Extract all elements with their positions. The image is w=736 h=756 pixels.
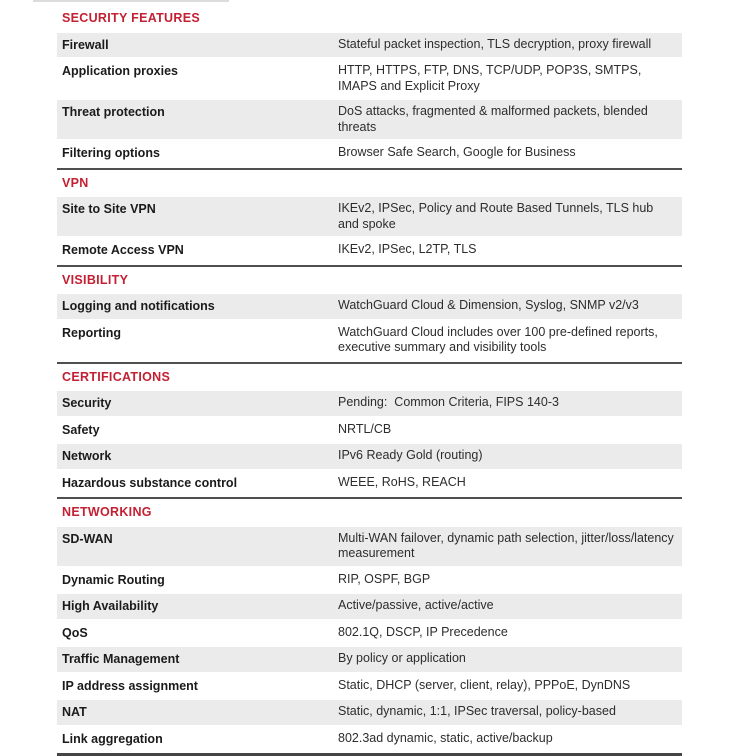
spec-row xyxy=(57,647,682,672)
spec-row-label: Threat protection xyxy=(62,105,165,119)
spec-row xyxy=(57,33,682,58)
spec-row-label: Dynamic Routing xyxy=(62,572,165,587)
section-title: VISIBILITY xyxy=(62,272,129,287)
spec-row-value: IKEv2, IPSec, Policy and Route Based Tunnels, TLS hub and spoke xyxy=(338,201,657,231)
spec-table xyxy=(57,11,682,751)
spec-row-label: NAT xyxy=(62,705,87,719)
spec-row-value: 802.1Q, DSCP, IP Precedence xyxy=(338,624,508,639)
spec-row xyxy=(57,59,682,98)
spec-row-value: DoS attacks, fragmented & malformed packets, blended threats xyxy=(338,104,652,134)
spec-row xyxy=(57,727,682,752)
spec-row xyxy=(57,391,682,416)
spec-row-label: Hazardous substance control xyxy=(62,475,238,490)
spec-row-label: Traffic Management xyxy=(62,652,180,666)
section-title: NETWORKING xyxy=(62,505,152,519)
spec-row xyxy=(57,418,682,443)
section-divider xyxy=(57,265,682,267)
section-title: SECURITY FEATURES xyxy=(62,11,200,25)
spec-row xyxy=(57,321,682,360)
spec-row-label: Reporting xyxy=(62,325,122,340)
cropped-edge-artifact xyxy=(33,0,229,2)
spec-row-label: Firewall xyxy=(62,37,109,52)
spec-row xyxy=(57,700,682,725)
spec-row xyxy=(57,294,682,319)
spec-row-label: Filtering options xyxy=(62,146,160,160)
spec-row-label: IP address assignment xyxy=(62,678,198,693)
spec-row xyxy=(57,527,682,566)
spec-row xyxy=(57,197,682,236)
spec-row-label: Network xyxy=(62,449,112,463)
section-title: VPN xyxy=(62,175,89,190)
section-divider xyxy=(57,497,682,499)
spec-row-value: HTTP, HTTPS, FTP, DNS, TCP/UDP, POP3S, SMTPS, IMAPS and Explicit Proxy xyxy=(338,63,645,93)
spec-row-label: Security xyxy=(62,396,112,410)
spec-row-value: By policy or application xyxy=(338,651,466,665)
spec-row-value: WatchGuard Cloud includes over 100 pre-defined reports, executive summary and visibility tools xyxy=(338,324,662,354)
spec-row-value: Static, DHCP (server, client, relay), PPPoE, DynDNS xyxy=(338,677,631,692)
spec-row-label: Link aggregation xyxy=(62,731,163,746)
spec-row-value: Active/passive, active/active xyxy=(338,598,494,612)
spec-row xyxy=(57,594,682,619)
section-divider xyxy=(57,168,682,170)
spec-row xyxy=(57,674,682,699)
spec-row-label: Application proxies xyxy=(62,64,178,78)
spec-row-value: IPv6 Ready Gold (routing) xyxy=(338,448,483,462)
spec-row-value: WatchGuard Cloud & Dimension, Syslog, SNMP v2/v3 xyxy=(338,298,639,312)
spec-row-value: Pending: Common Criteria, FIPS 140-3 xyxy=(338,395,559,409)
spec-row-label: Remote Access VPN xyxy=(62,243,184,257)
spec-row-label: Safety xyxy=(62,422,100,437)
spec-row xyxy=(57,471,682,496)
section-title: CERTIFICATIONS xyxy=(62,369,171,384)
spec-row-value: WEEE, RoHS, REACH xyxy=(338,474,466,489)
section-divider xyxy=(57,362,682,364)
spec-row xyxy=(57,621,682,646)
spec-row-label: Site to Site VPN xyxy=(62,202,156,216)
spec-row-label: SD-WAN xyxy=(62,531,113,546)
spec-row xyxy=(57,141,682,166)
spec-row xyxy=(57,568,682,593)
spec-row xyxy=(57,444,682,469)
spec-row xyxy=(57,238,682,263)
spec-row-value: IKEv2, IPSec, L2TP, TLS xyxy=(338,242,477,256)
spec-row-label: QoS xyxy=(62,625,88,640)
spec-row-value: Stateful packet inspection, TLS decryption, proxy firewall xyxy=(338,36,652,51)
spec-row-value: NRTL/CB xyxy=(338,421,392,436)
spec-row-value: 802.3ad dynamic, static, active/backup xyxy=(338,730,553,745)
spec-table-wrap xyxy=(57,8,682,756)
spec-row-label: High Availability xyxy=(62,599,159,613)
spec-row-value: Multi-WAN failover, dynamic path selection, jitter/loss/latency measurement xyxy=(338,530,678,560)
spec-row-label: Logging and notifications xyxy=(62,299,215,313)
spec-row-value: Static, dynamic, 1:1, IPSec traversal, policy-based xyxy=(338,704,616,718)
spec-row-value: RIP, OSPF, BGP xyxy=(338,571,431,586)
spec-row-value: Browser Safe Search, Google for Business xyxy=(338,145,576,159)
spec-row xyxy=(57,100,682,139)
